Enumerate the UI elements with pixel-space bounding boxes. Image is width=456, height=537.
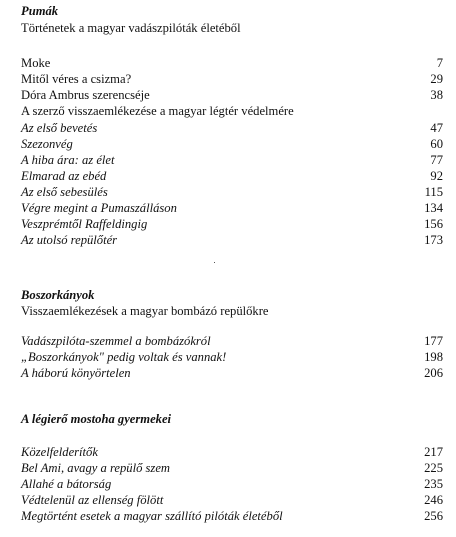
toc-entry-title: Bel Ami, avagy a repülő szem <box>21 461 170 475</box>
section-title-text: Boszorkányok <box>21 288 95 302</box>
toc-subentry <box>21 200 443 216</box>
toc-entry-title: Mitől véres a csizma? <box>21 72 132 86</box>
toc-entry-page: 134 <box>424 201 443 215</box>
section-subtitle-boszorkanyok <box>21 303 443 319</box>
section-title-pumak <box>21 3 443 19</box>
toc-entry-title: A háború könyörtelen <box>21 366 131 380</box>
section-title-text: Pumák <box>21 4 59 18</box>
toc-entry-page: 60 <box>430 137 443 151</box>
toc-entry-page: 256 <box>424 509 443 523</box>
toc-entry-page: 235 <box>424 477 443 491</box>
toc-entry-page: 198 <box>424 350 443 364</box>
toc-entry <box>21 55 443 71</box>
toc-entry <box>21 349 443 365</box>
section-title-legiero <box>21 411 443 427</box>
toc-subheading-text: A szerző visszaemlékezése a magyar légtér védelmére <box>21 104 294 118</box>
toc-entry-page: 115 <box>424 185 443 199</box>
toc-subentry <box>21 232 443 248</box>
toc-subentry <box>21 136 443 152</box>
toc-entry-page: 246 <box>424 493 443 507</box>
toc-entry <box>21 444 443 460</box>
toc-entry-page: 38 <box>430 88 443 102</box>
toc-entry-title: Veszprémtől Raffeldingig <box>21 217 148 231</box>
toc-entry-page: 225 <box>424 461 443 475</box>
toc-entry <box>21 365 443 381</box>
toc-entry <box>21 333 443 349</box>
toc-entry-title: Az utolsó repülőtér <box>21 233 118 247</box>
toc-entry-title: Az első sebesülés <box>21 185 108 199</box>
toc-subentry <box>21 168 443 184</box>
section-subtitle-text: Történetek a magyar vadászpilóták életéből <box>21 21 241 35</box>
section-title-boszorkanyok <box>21 287 443 303</box>
toc-entry-title: Dóra Ambrus szerencséje <box>21 88 150 102</box>
toc-entry-title: Elmarad az ebéd <box>21 169 107 183</box>
toc-entry-title: Az első bevetés <box>21 121 98 135</box>
toc-entry <box>21 71 443 87</box>
toc-entry-title: Moke <box>21 56 51 70</box>
toc-subentry <box>21 152 443 168</box>
toc-entry-title: A hiba ára: az élet <box>21 153 115 167</box>
toc-subentry <box>21 120 443 136</box>
toc-entry <box>21 87 443 103</box>
toc-entry-page: 7 <box>436 56 443 70</box>
toc-subentry <box>21 216 443 232</box>
toc-entry-page: 47 <box>430 121 443 135</box>
toc-entry-page: 77 <box>430 153 443 167</box>
toc-entry-page: 173 <box>424 233 443 247</box>
toc-entry-page: 92 <box>430 169 443 183</box>
toc-entry-title: Végre megint a Pumaszálláson <box>21 201 177 215</box>
section-subtitle-pumak <box>21 20 443 36</box>
toc-entry <box>21 476 443 492</box>
toc-entry-title: „Boszorkányok" pedig voltak és vannak! <box>21 350 227 364</box>
toc-entry-page: 217 <box>424 445 443 459</box>
toc-entry-title: Megtörtént esetek a magyar szállító pilóták életéből <box>21 509 283 523</box>
toc-entry <box>21 492 443 508</box>
section-subtitle-text: Visszaemlékezések a magyar bombázó repülőkre <box>21 304 269 318</box>
toc-entry-page: 177 <box>424 334 443 348</box>
toc-subentry <box>21 184 443 200</box>
toc-entry-title: Vadászpilóta-szemmel a bombázókról <box>21 334 211 348</box>
toc-entry-title: Szezonvég <box>21 137 73 151</box>
toc-entry-title: Védtelenül az ellenség fölött <box>21 493 164 507</box>
stray-dot <box>214 262 215 263</box>
toc-subheading <box>21 103 443 119</box>
toc-entry <box>21 460 443 476</box>
section-title-text: A légierő mostoha gyermekei <box>21 412 172 426</box>
toc-entry-title: Közelfelderítők <box>21 445 98 459</box>
toc-entry-page: 206 <box>424 366 443 380</box>
toc-entry-page: 156 <box>424 217 443 231</box>
toc-entry-page: 29 <box>430 72 443 86</box>
toc-entry-title: Allahé a bátorság <box>21 477 112 491</box>
toc-entry <box>21 508 443 524</box>
